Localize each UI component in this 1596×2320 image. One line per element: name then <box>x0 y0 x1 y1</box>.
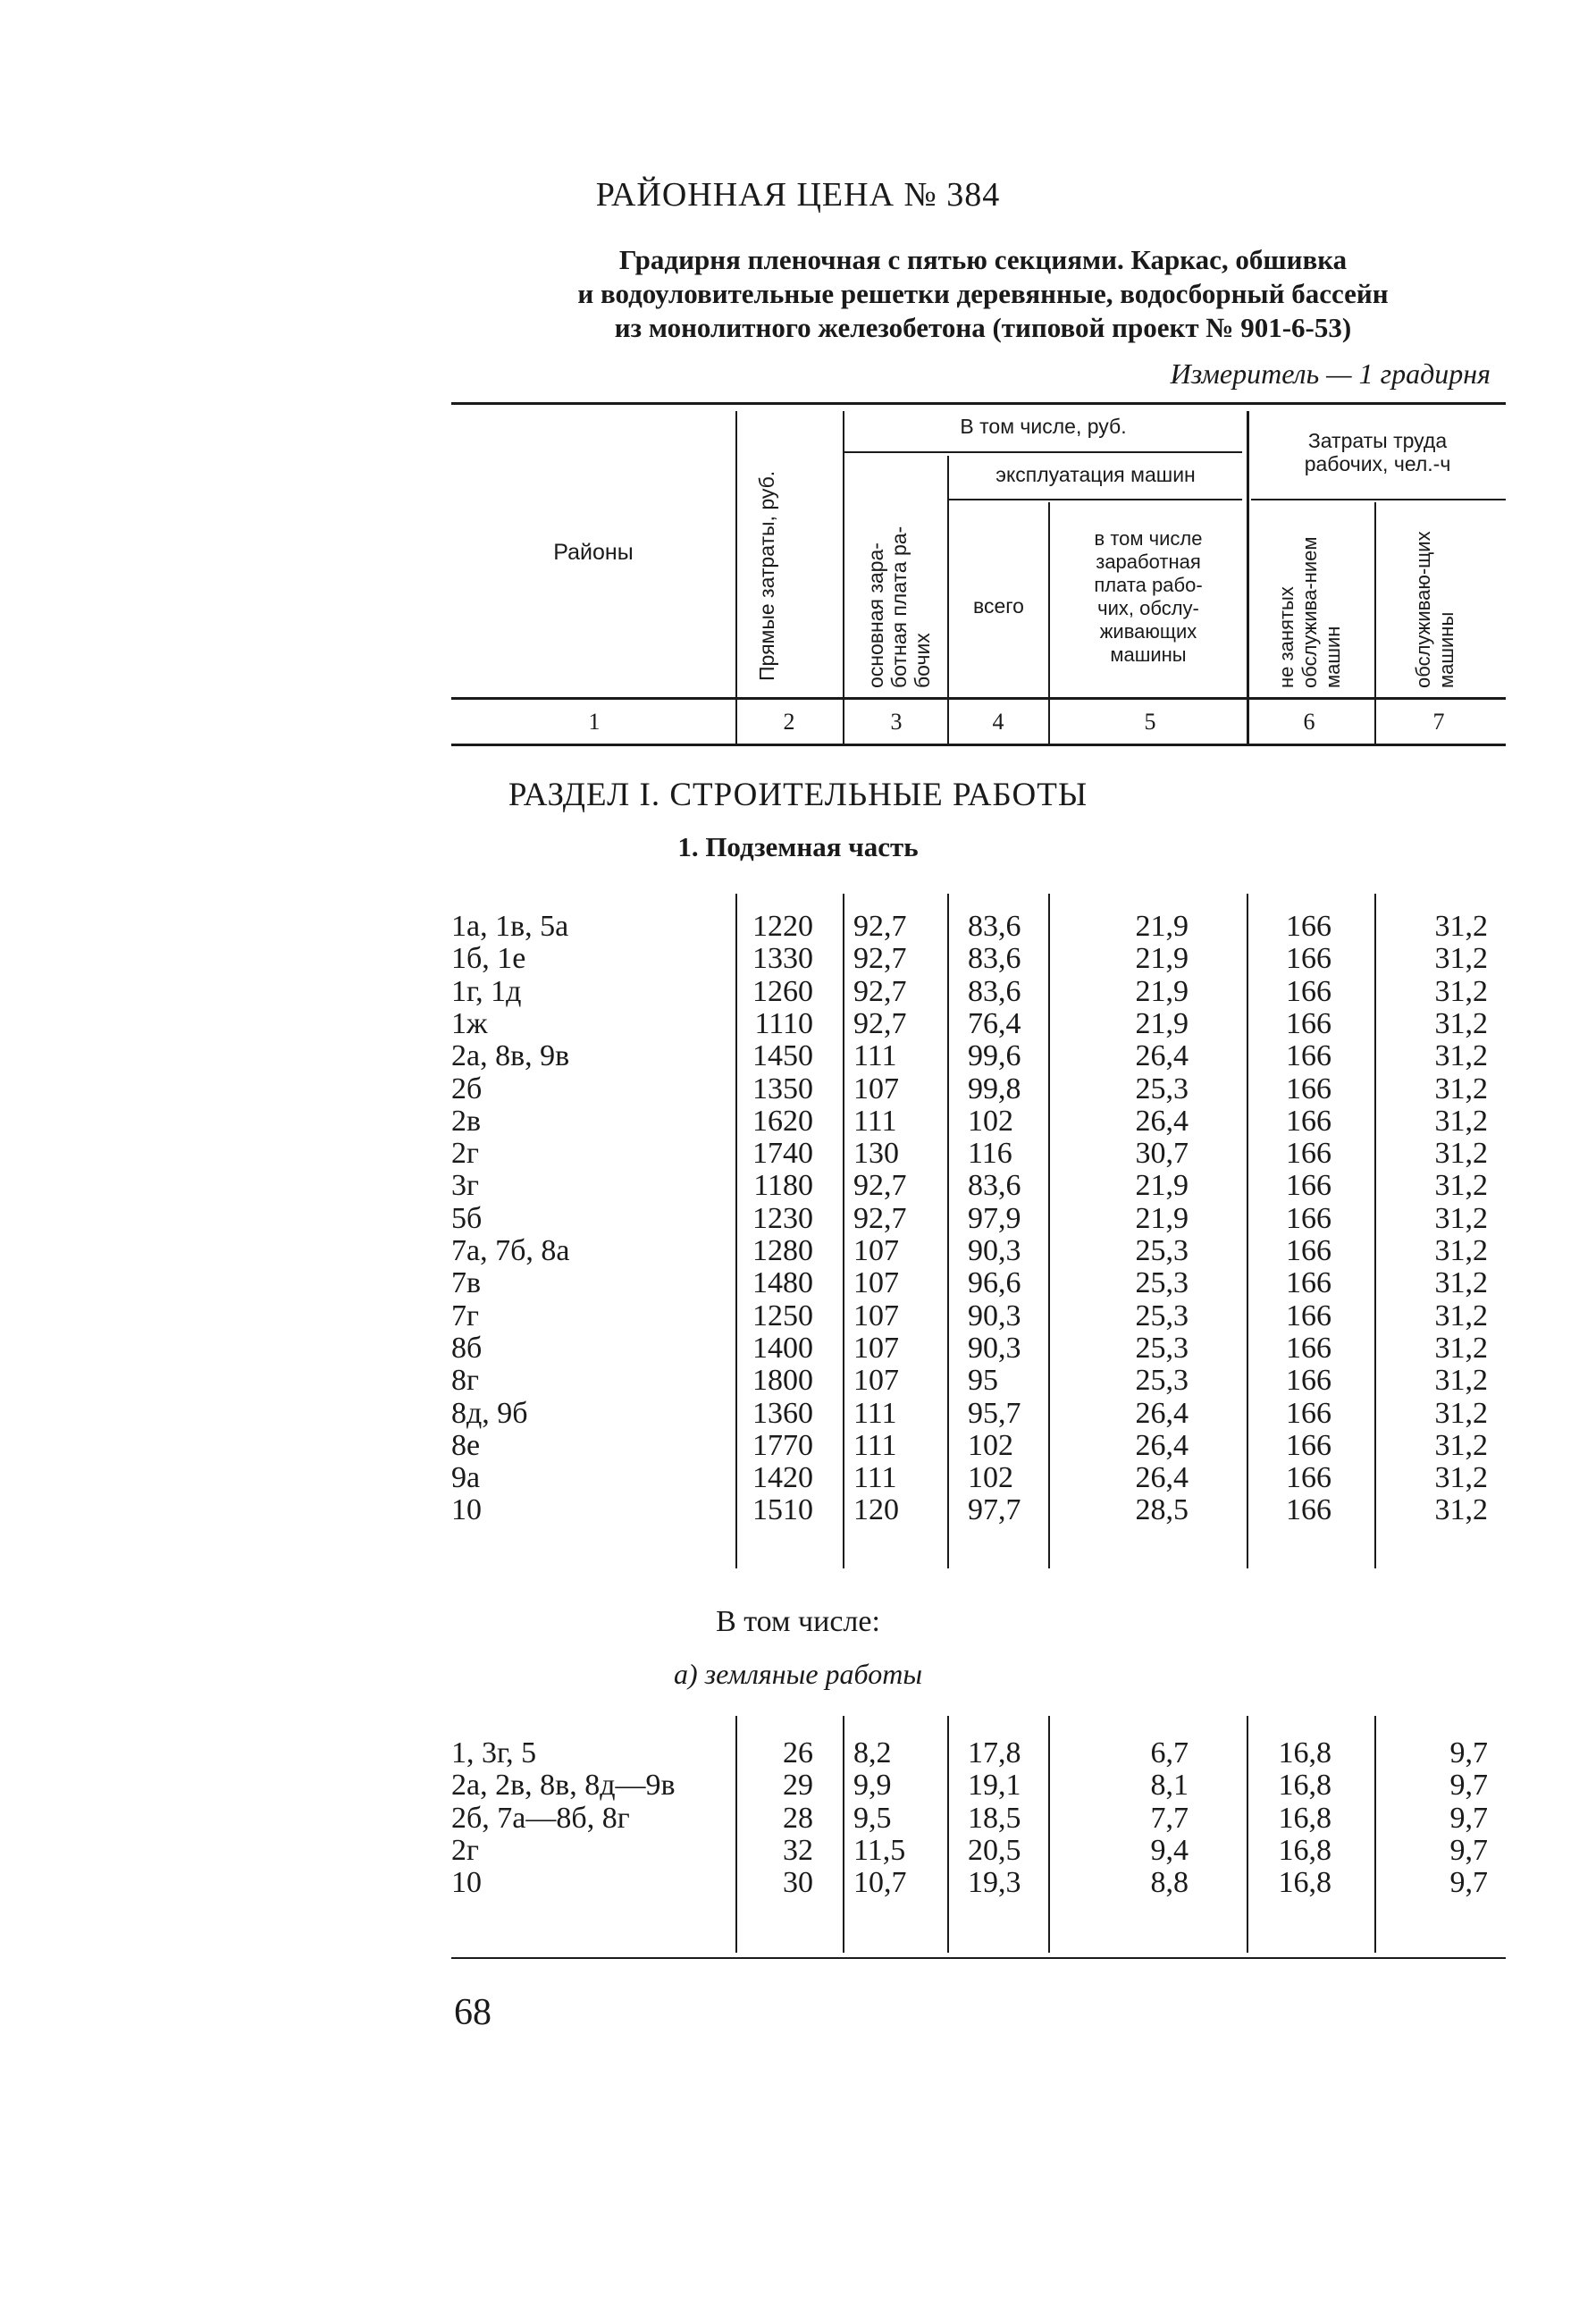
subtitle-line-1: Градирня пленочная с пятью секциями. Каркас, обшивка <box>618 244 1348 275</box>
cell-labor-machine: 31,2 <box>1434 1072 1488 1105</box>
cell-labor-machine: 31,2 <box>1434 1299 1488 1332</box>
subsection-title: 1. Подземная часть <box>677 831 919 862</box>
cell-machines-total: 90,3 <box>968 1234 1021 1267</box>
cell-direct-costs: 1620 <box>752 1104 813 1138</box>
cell-wage: 107 <box>853 1234 899 1267</box>
cell-direct-costs: 1350 <box>752 1072 813 1105</box>
cell-labor-not-machine: 166 <box>1286 1234 1331 1267</box>
cell-labor-machine: 31,2 <box>1434 1493 1488 1527</box>
cell-machines-total: 19,1 <box>968 1769 1021 1803</box>
cell-labor-not-machine: 16,8 <box>1278 1801 1331 1835</box>
header-top-rule <box>451 402 1506 405</box>
cell-wage: 130 <box>853 1137 899 1171</box>
cell-direct-costs: 26 <box>783 1736 813 1769</box>
cell-region: 8г <box>451 1364 479 1398</box>
cell-labor-not-machine: 166 <box>1286 1461 1331 1495</box>
cell-wage: 10,7 <box>853 1866 907 1900</box>
cell-region: 10 <box>451 1493 482 1527</box>
cell-labor-not-machine: 166 <box>1286 1006 1331 1040</box>
cell-machines-total: 17,8 <box>968 1736 1021 1769</box>
cell-direct-costs: 1420 <box>752 1461 813 1495</box>
cell-region: 2г <box>451 1137 479 1171</box>
table-row <box>0 910 1596 942</box>
cell-direct-costs: 1230 <box>752 1201 813 1235</box>
header-total: всего <box>973 594 1024 618</box>
cell-wage: 111 <box>853 1428 897 1462</box>
header-rule-machines <box>947 499 1242 500</box>
cell-labor-not-machine: 16,8 <box>1278 1736 1331 1769</box>
cell-labor-machine: 31,2 <box>1434 1104 1488 1138</box>
measure-unit: Измеритель — 1 градирня <box>1170 357 1491 390</box>
header-incl-rub: В том числе, руб. <box>960 415 1127 438</box>
cell-labor-machine: 9,7 <box>1449 1833 1488 1867</box>
cell-labor-not-machine: 166 <box>1286 1266 1331 1300</box>
cell-wage: 111 <box>853 1104 897 1138</box>
colnum-7: 7 <box>1432 709 1445 735</box>
cell-region: 3г <box>451 1169 479 1203</box>
cell-wage: 107 <box>853 1364 899 1398</box>
page-title: РАЙОННАЯ ЦЕНА № 384 <box>595 176 1001 214</box>
cell-labor-machine: 9,7 <box>1449 1866 1488 1900</box>
colnum-2: 2 <box>783 709 795 735</box>
cell-machines-wage: 8,8 <box>1150 1866 1189 1900</box>
header-regions: Районы <box>553 540 634 565</box>
incl-wage-line-5: живающих <box>1099 620 1197 643</box>
cell-region: 2в <box>451 1104 482 1138</box>
cell-machines-total: 19,3 <box>968 1866 1021 1900</box>
table-row <box>0 1769 1596 1801</box>
cell-machines-wage: 21,9 <box>1135 1169 1189 1203</box>
cell-direct-costs: 1480 <box>752 1266 813 1300</box>
cell-labor-not-machine: 166 <box>1286 910 1331 943</box>
cell-wage: 111 <box>853 1461 897 1495</box>
table-row <box>0 1736 1596 1769</box>
cell-machines-wage: 21,9 <box>1135 1201 1189 1235</box>
table-row <box>0 1202 1596 1234</box>
cell-labor-machine: 31,2 <box>1434 1461 1488 1495</box>
cell-region: 1ж <box>451 1006 488 1040</box>
cell-labor-not-machine: 166 <box>1286 1072 1331 1105</box>
cell-region: 2а, 8в, 9в <box>451 1039 570 1073</box>
cell-machines-total: 99,8 <box>968 1072 1021 1105</box>
cell-machines-wage: 28,5 <box>1135 1493 1189 1527</box>
cell-region: 2б, 7а—8б, 8г <box>451 1801 630 1835</box>
cell-wage: 8,2 <box>853 1736 892 1769</box>
cell-direct-costs: 1800 <box>752 1364 813 1398</box>
cell-machines-total: 97,7 <box>968 1493 1021 1527</box>
including-label: В том числе: <box>716 1605 880 1638</box>
cell-machines-total: 90,3 <box>968 1331 1021 1365</box>
cell-wage: 11,5 <box>853 1833 906 1867</box>
cell-direct-costs: 1220 <box>752 910 813 943</box>
cell-machines-total: 96,6 <box>968 1266 1021 1300</box>
cell-machines-wage: 21,9 <box>1135 974 1189 1008</box>
incl-wage-line-6: машины <box>1110 643 1187 666</box>
cell-machines-wage: 21,9 <box>1135 910 1189 943</box>
cell-direct-costs: 28 <box>783 1801 813 1835</box>
cell-labor-machine: 31,2 <box>1434 1396 1488 1430</box>
cell-machines-total: 95 <box>968 1364 998 1398</box>
cell-machines-wage: 21,9 <box>1135 1006 1189 1040</box>
cell-wage: 120 <box>853 1493 899 1527</box>
cell-labor-machine: 31,2 <box>1434 1234 1488 1267</box>
cell-machines-wage: 25,3 <box>1135 1364 1189 1398</box>
cell-labor-machine: 31,2 <box>1434 942 1488 976</box>
cell-labor-machine: 9,7 <box>1449 1736 1488 1769</box>
table-row <box>0 1072 1596 1105</box>
cell-labor-not-machine: 166 <box>1286 1169 1331 1203</box>
table-row <box>0 1169 1596 1201</box>
header-machine-service: обслуживаю-щих машины <box>1412 531 1457 688</box>
cell-labor-machine: 31,2 <box>1434 974 1488 1008</box>
cell-labor-not-machine: 16,8 <box>1278 1866 1331 1900</box>
header-incl-wage <box>1050 527 1247 667</box>
cell-labor-not-machine: 166 <box>1286 1428 1331 1462</box>
header-divider-1 <box>735 411 737 744</box>
cell-machines-wage: 26,4 <box>1135 1396 1189 1430</box>
cell-machines-total: 83,6 <box>968 974 1021 1008</box>
incl-wage-line-4: чих, обслу- <box>1097 597 1199 619</box>
cell-machines-wage: 8,1 <box>1150 1769 1189 1803</box>
cell-direct-costs: 1260 <box>752 974 813 1008</box>
table-row <box>0 1299 1596 1332</box>
table-header <box>451 402 1506 751</box>
cell-wage: 107 <box>853 1331 899 1365</box>
table-row <box>0 1866 1596 1898</box>
header-not-machine: не занятых обслужива-нием машин <box>1275 536 1344 688</box>
colnum-6: 6 <box>1303 709 1315 735</box>
cell-labor-machine: 31,2 <box>1434 1428 1488 1462</box>
table-row <box>0 1461 1596 1493</box>
cell-machines-wage: 26,4 <box>1135 1039 1189 1073</box>
cell-region: 1, 3г, 5 <box>451 1736 537 1769</box>
cell-direct-costs: 1280 <box>752 1234 813 1267</box>
cell-machines-total: 102 <box>968 1461 1013 1495</box>
cell-direct-costs: 1360 <box>752 1396 813 1430</box>
cell-wage: 107 <box>853 1299 899 1332</box>
table-row <box>0 1429 1596 1461</box>
cell-wage: 9,9 <box>853 1769 892 1803</box>
cell-direct-costs: 1250 <box>752 1299 813 1332</box>
cell-labor-not-machine: 16,8 <box>1278 1769 1331 1803</box>
cell-wage: 92,7 <box>853 910 907 943</box>
cell-labor-machine: 31,2 <box>1434 1137 1488 1171</box>
cell-region: 7г <box>451 1299 479 1332</box>
page-number: 68 <box>454 1992 491 2033</box>
cell-machines-total: 76,4 <box>968 1006 1021 1040</box>
cell-region: 8д, 9б <box>451 1396 528 1430</box>
cell-labor-not-machine: 166 <box>1286 1039 1331 1073</box>
cell-machines-wage: 6,7 <box>1150 1736 1189 1769</box>
cell-machines-total: 116 <box>968 1137 1012 1171</box>
cell-machines-wage: 25,3 <box>1135 1072 1189 1105</box>
subtitle-line-3: из монолитного железобетона (типовой проект № 901-6-53) <box>614 312 1352 343</box>
cell-machines-total: 90,3 <box>968 1299 1021 1332</box>
section-title: РАЗДЕЛ I. СТРОИТЕЛЬНЫЕ РАБОТЫ <box>508 777 1088 813</box>
table-row <box>0 1234 1596 1266</box>
cell-machines-total: 102 <box>968 1428 1013 1462</box>
cell-machines-wage: 26,4 <box>1135 1461 1189 1495</box>
cell-region: 2б <box>451 1072 483 1105</box>
incl-wage-line-3: плата рабо- <box>1094 574 1203 596</box>
cell-labor-not-machine: 166 <box>1286 942 1331 976</box>
cell-machines-total: 102 <box>968 1104 1013 1138</box>
incl-wage-line-2: заработная <box>1096 551 1201 573</box>
table-row <box>0 1105 1596 1137</box>
colnum-3: 3 <box>890 709 903 735</box>
earthworks-label: а) земляные работы <box>674 1658 922 1690</box>
cell-region: 8б <box>451 1331 483 1365</box>
cell-region: 2г <box>451 1833 479 1867</box>
table-row <box>0 1493 1596 1526</box>
cell-wage: 92,7 <box>853 1201 907 1235</box>
cell-wage: 107 <box>853 1072 899 1105</box>
cell-machines-total: 83,6 <box>968 942 1021 976</box>
table-row <box>0 1137 1596 1169</box>
cell-machines-total: 95,7 <box>968 1396 1021 1430</box>
cell-labor-not-machine: 166 <box>1286 1331 1331 1365</box>
cell-machines-wage: 25,3 <box>1135 1331 1189 1365</box>
table-row <box>0 1332 1596 1364</box>
cell-labor-machine: 31,2 <box>1434 1364 1488 1398</box>
colnum-1: 1 <box>588 709 601 735</box>
cell-region: 2а, 2в, 8в, 8д—9в <box>451 1769 676 1803</box>
cell-wage: 92,7 <box>853 1006 907 1040</box>
cell-wage: 107 <box>853 1266 899 1300</box>
cell-labor-not-machine: 166 <box>1286 1396 1331 1430</box>
table-row <box>0 1007 1596 1039</box>
cell-direct-costs: 1450 <box>752 1039 813 1073</box>
subtitle <box>465 243 1501 345</box>
cell-direct-costs: 1110 <box>754 1006 813 1040</box>
bottom-rule <box>451 1957 1506 1959</box>
cell-labor-not-machine: 16,8 <box>1278 1833 1331 1867</box>
cell-direct-costs: 1400 <box>752 1331 813 1365</box>
subtitle-line-2: и водоуловительные решетки деревянные, водосборный бассейн <box>577 278 1389 309</box>
cell-direct-costs: 1740 <box>752 1137 813 1171</box>
cell-labor-not-machine: 166 <box>1286 1493 1331 1527</box>
table-row <box>0 975 1596 1007</box>
cell-direct-costs: 32 <box>783 1833 813 1867</box>
colnum-5: 5 <box>1144 709 1156 735</box>
table-row <box>0 1039 1596 1072</box>
header-bottom-rule <box>451 697 1506 700</box>
cell-labor-machine: 31,2 <box>1434 1266 1488 1300</box>
cell-direct-costs: 30 <box>783 1866 813 1900</box>
cell-machines-wage: 26,4 <box>1135 1104 1189 1138</box>
header-machines: эксплуатация машин <box>995 463 1196 486</box>
cell-direct-costs: 1330 <box>752 942 813 976</box>
colnum-bottom-rule <box>451 744 1506 746</box>
cell-wage: 92,7 <box>853 974 907 1008</box>
cell-labor-machine: 31,2 <box>1434 1331 1488 1365</box>
colnum-4: 4 <box>992 709 1004 735</box>
labor-line-2: рабочих, чел.-ч <box>1304 452 1451 475</box>
cell-labor-not-machine: 166 <box>1286 1364 1331 1398</box>
table-row <box>0 1364 1596 1396</box>
cell-machines-total: 83,6 <box>968 910 1021 943</box>
cell-machines-wage: 7,7 <box>1150 1801 1189 1835</box>
cell-machines-total: 18,5 <box>968 1801 1021 1835</box>
cell-machines-wage: 26,4 <box>1135 1428 1189 1462</box>
cell-labor-machine: 31,2 <box>1434 1201 1488 1235</box>
header-wage: основная зара-ботная плата ра-бочих <box>864 525 934 688</box>
header-divider-6 <box>1374 502 1376 744</box>
header-divider-2 <box>843 411 844 744</box>
cell-labor-not-machine: 166 <box>1286 1137 1331 1171</box>
cell-machines-wage: 25,3 <box>1135 1299 1189 1332</box>
cell-labor-not-machine: 166 <box>1286 1201 1331 1235</box>
cell-wage: 9,5 <box>853 1801 892 1835</box>
header-rule-labor <box>1251 499 1506 500</box>
cell-machines-wage: 30,7 <box>1135 1137 1189 1171</box>
cell-machines-total: 83,6 <box>968 1169 1021 1203</box>
cell-wage: 92,7 <box>853 1169 907 1203</box>
cell-machines-total: 20,5 <box>968 1833 1021 1867</box>
cell-region: 10 <box>451 1866 482 1900</box>
cell-region: 8е <box>451 1428 481 1462</box>
cell-machines-total: 99,6 <box>968 1039 1021 1073</box>
cell-machines-wage: 25,3 <box>1135 1234 1189 1267</box>
labor-line-1: Затраты труда <box>1307 429 1448 452</box>
table-row <box>0 1397 1596 1429</box>
cell-direct-costs: 1510 <box>752 1493 813 1527</box>
cell-wage: 111 <box>853 1396 897 1430</box>
table-row <box>0 942 1596 974</box>
cell-labor-machine: 31,2 <box>1434 1169 1488 1203</box>
cell-labor-machine: 9,7 <box>1449 1801 1488 1835</box>
cell-machines-wage: 9,4 <box>1150 1833 1189 1867</box>
cell-region: 1г, 1д <box>451 974 522 1008</box>
cell-region: 9а <box>451 1461 481 1495</box>
cell-region: 5б <box>451 1201 483 1235</box>
header-rule-incl <box>844 451 1242 453</box>
cell-labor-not-machine: 166 <box>1286 1299 1331 1332</box>
cell-region: 1а, 1в, 5а <box>451 910 569 943</box>
cell-region: 7а, 7б, 8а <box>451 1234 570 1267</box>
cell-labor-machine: 31,2 <box>1434 910 1488 943</box>
cell-wage: 111 <box>853 1039 897 1073</box>
header-labor <box>1249 429 1506 475</box>
cell-direct-costs: 1180 <box>753 1169 813 1203</box>
cell-region: 7в <box>451 1266 482 1300</box>
cell-labor-not-machine: 166 <box>1286 1104 1331 1138</box>
cell-labor-machine: 9,7 <box>1449 1769 1488 1803</box>
cell-machines-wage: 21,9 <box>1135 942 1189 976</box>
cell-direct-costs: 29 <box>783 1769 813 1803</box>
table-row <box>0 1834 1596 1866</box>
cell-direct-costs: 1770 <box>752 1428 813 1462</box>
cell-labor-machine: 31,2 <box>1434 1006 1488 1040</box>
cell-region: 1б, 1е <box>451 942 526 976</box>
cell-wage: 92,7 <box>853 942 907 976</box>
cell-labor-machine: 31,2 <box>1434 1039 1488 1073</box>
cell-labor-not-machine: 166 <box>1286 974 1331 1008</box>
cell-machines-wage: 25,3 <box>1135 1266 1189 1300</box>
table-row <box>0 1802 1596 1834</box>
table-row <box>0 1266 1596 1299</box>
header-direct-costs: Прямые затраты, руб. <box>755 470 778 681</box>
incl-wage-line-1: в том числе <box>1094 527 1203 550</box>
cell-machines-total: 97,9 <box>968 1201 1021 1235</box>
